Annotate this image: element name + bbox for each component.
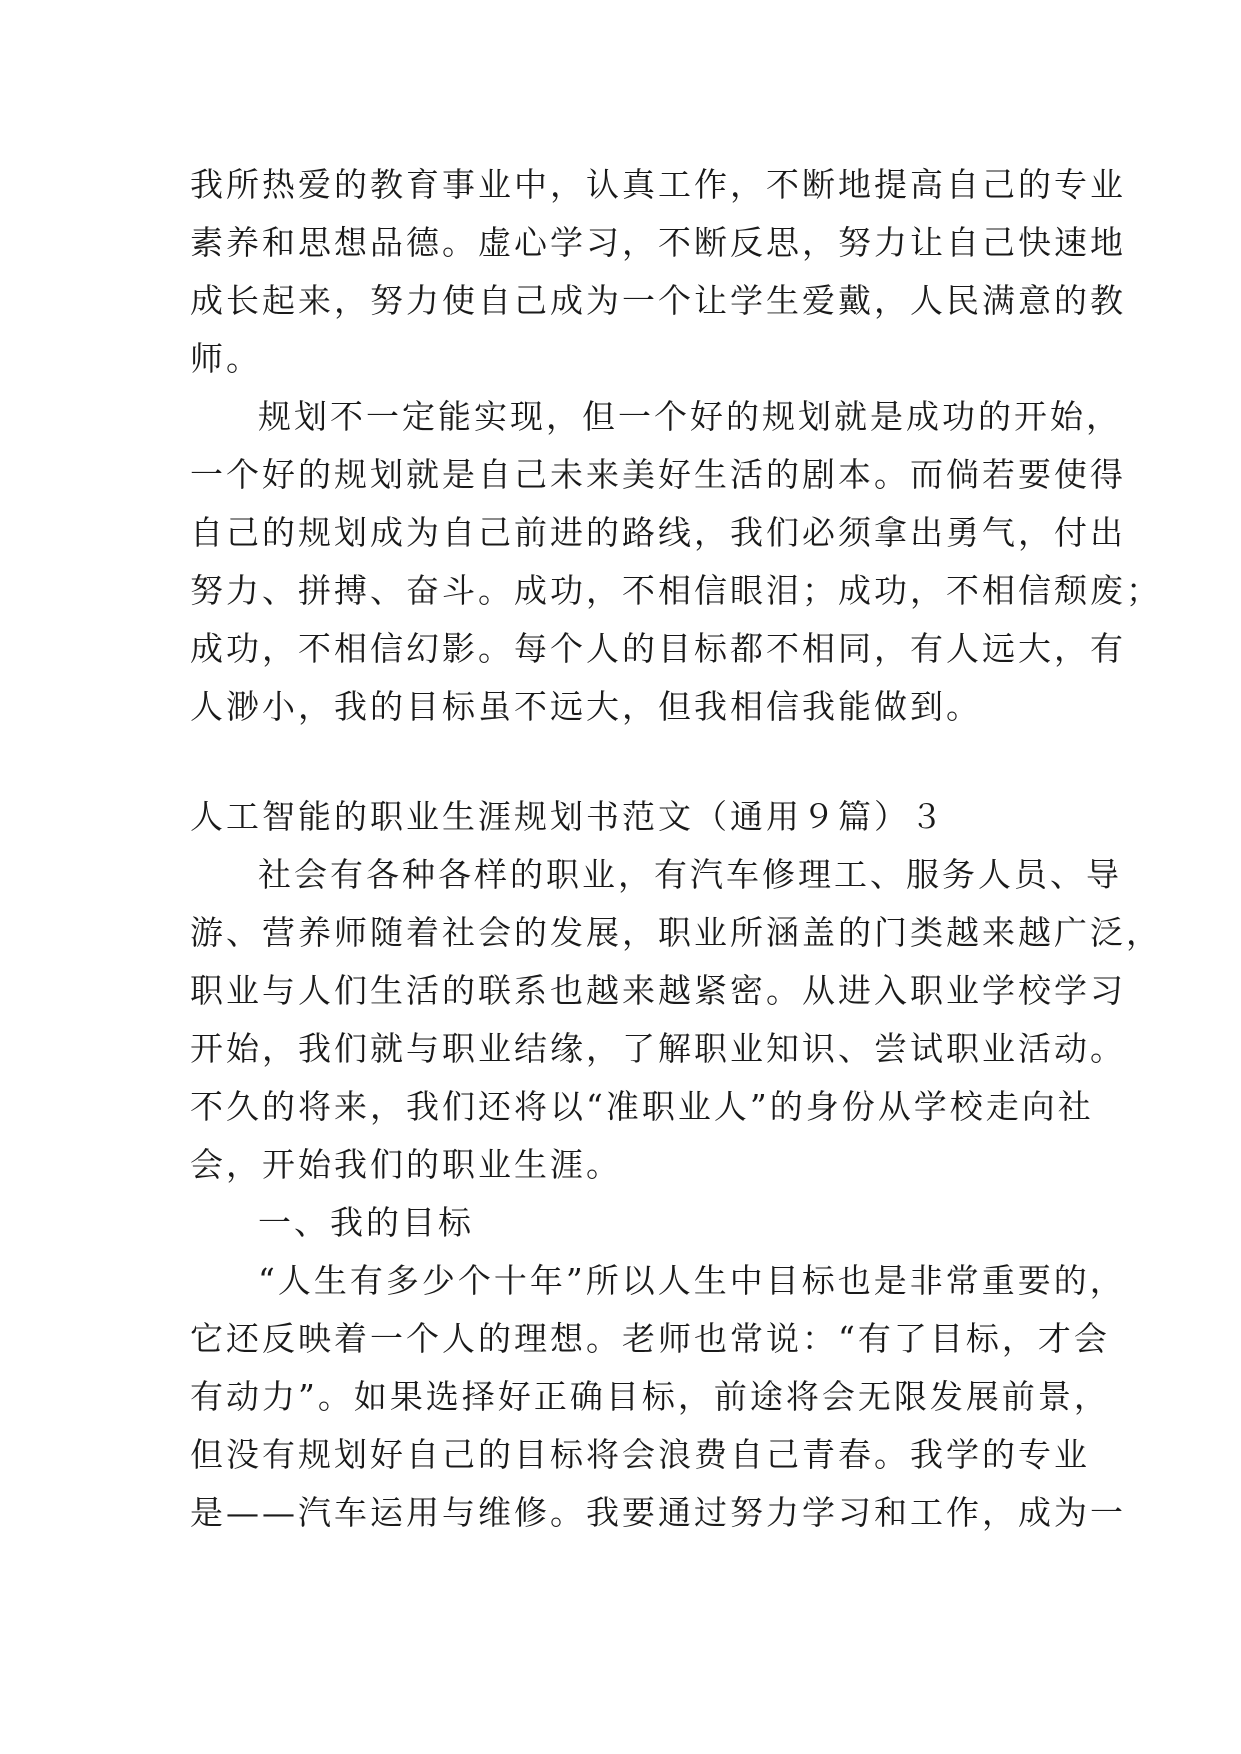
paragraph-3-line-1: 社会有各种各样的职业，有汽车修理工、服务人员、导 — [258, 855, 1122, 894]
paragraph-2-line-2: 一个好的规划就是自己未来美好生活的剧本。而倘若要使得 — [190, 455, 1126, 494]
paragraph-4-line-5: 是——汽车运用与维修。我要通过努力学习和工作，成为一 — [190, 1493, 1126, 1532]
paragraph-1-line-4: 师。 — [190, 339, 262, 378]
subheading: 一、我的目标 — [258, 1203, 474, 1242]
paragraph-3-line-2: 游、营养师随着社会的发展，职业所涵盖的门类越来越广泛， — [190, 913, 1162, 952]
paragraph-3-line-6: 会，开始我们的职业生涯。 — [190, 1145, 622, 1184]
paragraph-4-line-4: 但没有规划好自己的目标将会浪费自己青春。我学的专业 — [190, 1435, 1090, 1474]
paragraph-2-line-3: 自己的规划成为自己前进的路线，我们必须拿出勇气，付出 — [190, 513, 1126, 552]
paragraph-4-line-2: 它还反映着一个人的理想。老师也常说：“有了目标，才会 — [190, 1319, 1110, 1358]
paragraph-3-line-4: 开始，我们就与职业结缘，了解职业知识、尝试职业活动。 — [190, 1029, 1126, 1068]
paragraph-2-line-4: 努力、拼搏、奋斗。成功，不相信眼泪；成功，不相信颓废； — [190, 571, 1162, 610]
paragraph-1-line-2: 素养和思想品德。虚心学习，不断反思，努力让自己快速地 — [190, 223, 1126, 262]
paragraph-2-line-5: 成功，不相信幻影。每个人的目标都不相同，有人远大，有 — [190, 629, 1126, 668]
paragraph-3-line-3: 职业与人们生活的联系也越来越紧密。从进入职业学校学习 — [190, 971, 1126, 1010]
paragraph-2-line-6: 人渺小，我的目标虽不远大，但我相信我能做到。 — [190, 687, 982, 726]
paragraph-1-line-3: 成长起来，努力使自己成为一个让学生爱戴，人民满意的教 — [190, 281, 1126, 320]
paragraph-2-line-1: 规划不一定能实现，但一个好的规划就是成功的开始， — [258, 397, 1122, 436]
paragraph-4-line-3: 有动力”。如果选择好正确目标，前途将会无限发展前景， — [190, 1377, 1110, 1416]
paragraph-1-line-1: 我所热爱的教育事业中，认真工作，不断地提高自己的专业 — [190, 165, 1126, 204]
paragraph-3-line-5: 不久的将来，我们还将以“准职业人”的身份从学校走向社 — [190, 1087, 1094, 1126]
section-title: 人工智能的职业生涯规划书范文（通用９篇）３ — [190, 797, 946, 836]
paragraph-4-line-1: “人生有多少个十年”所以人生中目标也是非常重要的， — [258, 1261, 1126, 1300]
